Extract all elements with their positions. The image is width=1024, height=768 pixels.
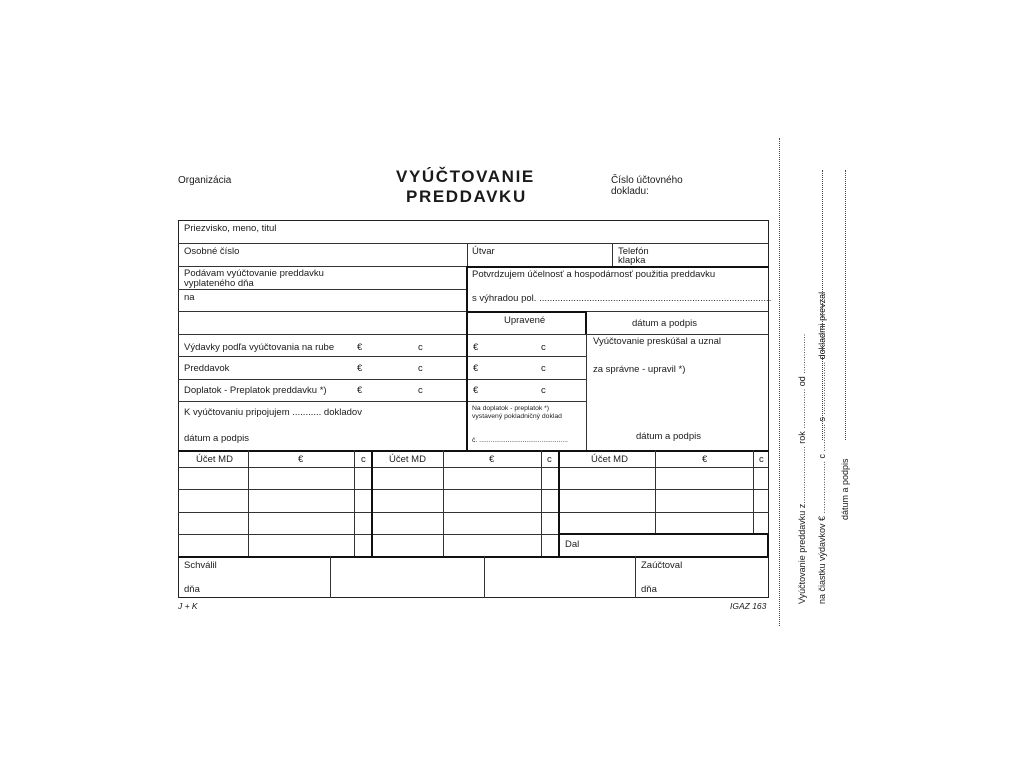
currency-symbol: € bbox=[473, 342, 479, 353]
organization-label: Organizácia bbox=[178, 175, 232, 186]
date-signature: dátum a podpis bbox=[632, 318, 697, 329]
rule bbox=[178, 401, 586, 402]
rule bbox=[354, 450, 355, 556]
rule bbox=[330, 556, 331, 598]
document-title: VYÚČTOVANIE bbox=[396, 167, 535, 186]
currency-symbol: € bbox=[473, 385, 479, 396]
rule bbox=[466, 266, 468, 450]
rule bbox=[467, 311, 586, 313]
stub-text-2: na čiastku výdavkov € ..................... c ........... s ..................... dokladmi prevzal bbox=[817, 291, 827, 604]
column-header: € bbox=[298, 454, 304, 465]
credit-label: Dal bbox=[565, 539, 580, 550]
column-header: € bbox=[702, 454, 708, 465]
rule bbox=[558, 450, 560, 556]
right-date-signature: dátum a podpis bbox=[636, 431, 701, 442]
publisher-left: J + K bbox=[178, 601, 198, 611]
perforation-line bbox=[779, 138, 780, 626]
reservation-text: s výhradou pol. ........................................................................................ bbox=[472, 293, 772, 304]
rule bbox=[178, 356, 586, 357]
currency-symbol: € bbox=[357, 363, 363, 374]
rule bbox=[612, 243, 613, 266]
phone-label: Telefón bbox=[618, 246, 649, 257]
submit-label-3: na bbox=[184, 292, 195, 303]
currency-symbol: € bbox=[357, 385, 363, 396]
left-date-signature: dátum a podpis bbox=[184, 433, 249, 444]
advance-label: Preddavok bbox=[184, 363, 230, 374]
department-label: Útvar bbox=[472, 246, 495, 257]
currency-symbol: € bbox=[473, 363, 479, 374]
rule bbox=[443, 450, 444, 556]
rule bbox=[178, 243, 769, 244]
document-subtitle: PREDDAVKU bbox=[406, 187, 527, 206]
cents-symbol: c bbox=[541, 385, 546, 396]
rule bbox=[558, 533, 769, 535]
day-label-right: dňa bbox=[641, 584, 657, 595]
stub-text-3: dátum a podpis bbox=[840, 458, 850, 520]
cents-symbol: c bbox=[418, 363, 423, 374]
rule bbox=[178, 289, 467, 290]
rule bbox=[585, 311, 587, 334]
confirm-text: Potvrdzujem účelnosť a hospodárnosť použitia preddavku bbox=[472, 269, 716, 280]
column-header: Účet MD bbox=[389, 454, 426, 465]
rule bbox=[467, 266, 769, 268]
submit-label-2: vyplateného dňa bbox=[184, 278, 254, 289]
currency-symbol: € bbox=[357, 342, 363, 353]
rule bbox=[655, 450, 656, 534]
cash-note: Na doplatok - preplatok *) bbox=[472, 405, 550, 412]
expenses-label: Výdavky podľa vyúčtovania na rube bbox=[184, 342, 335, 353]
column-header: Účet MD bbox=[591, 454, 628, 465]
cents-symbol: c bbox=[541, 342, 546, 353]
cash-note-3: č. ............................................... bbox=[472, 437, 568, 444]
cents-symbol: c bbox=[418, 385, 423, 396]
rule bbox=[767, 534, 769, 556]
column-header: € bbox=[489, 454, 495, 465]
posted-label: Zaúčtoval bbox=[641, 560, 683, 571]
rule bbox=[178, 556, 769, 558]
rule bbox=[753, 450, 754, 534]
cents-symbol: c bbox=[541, 363, 546, 374]
cash-note-2: vystavený pokladničný doklad bbox=[472, 413, 562, 420]
rule bbox=[178, 489, 769, 490]
surcharge-label: Doplatok - Preplatok preddavku *) bbox=[184, 385, 327, 396]
reviewed-label: Vyúčtovanie preskúšal a uznal bbox=[593, 336, 721, 347]
doc-number-label-2: dokladu: bbox=[611, 186, 649, 197]
rule bbox=[178, 450, 769, 452]
name-label: Priezvisko, meno, titul bbox=[184, 223, 277, 234]
attach-label: K vyúčtovaniu pripojujem ........... dokladov bbox=[184, 407, 362, 418]
rule bbox=[178, 334, 769, 335]
phone-label-2: klapka bbox=[618, 255, 646, 266]
rule bbox=[541, 450, 542, 556]
rule bbox=[178, 467, 769, 468]
personal-number-label: Osobné číslo bbox=[184, 246, 240, 257]
column-header: c bbox=[361, 454, 366, 465]
publisher-right: IGAZ 163 bbox=[730, 601, 767, 611]
approved-label: Schválil bbox=[184, 560, 217, 571]
doc-number-label: Číslo účtovného bbox=[611, 175, 683, 186]
stub-dotted-line bbox=[845, 170, 846, 440]
rule bbox=[635, 556, 636, 598]
rule bbox=[371, 450, 373, 556]
rule bbox=[178, 512, 769, 513]
rule bbox=[248, 450, 249, 556]
rule bbox=[484, 556, 485, 598]
reviewed-label-2: za správne - upravil *) bbox=[593, 364, 686, 375]
day-label-left: dňa bbox=[184, 584, 200, 595]
rule bbox=[586, 334, 587, 450]
column-header: c bbox=[547, 454, 552, 465]
column-header: c bbox=[759, 454, 764, 465]
rule bbox=[178, 379, 586, 380]
adjusted-label: Upravené bbox=[504, 315, 546, 326]
column-header: Účet MD bbox=[196, 454, 233, 465]
stub-text-1: Vyúčtovanie preddavku z....................... rok ................ od ................ bbox=[797, 333, 807, 604]
submit-label: Podávam vyúčtovanie preddavku bbox=[184, 268, 324, 279]
cents-symbol: c bbox=[418, 342, 423, 353]
